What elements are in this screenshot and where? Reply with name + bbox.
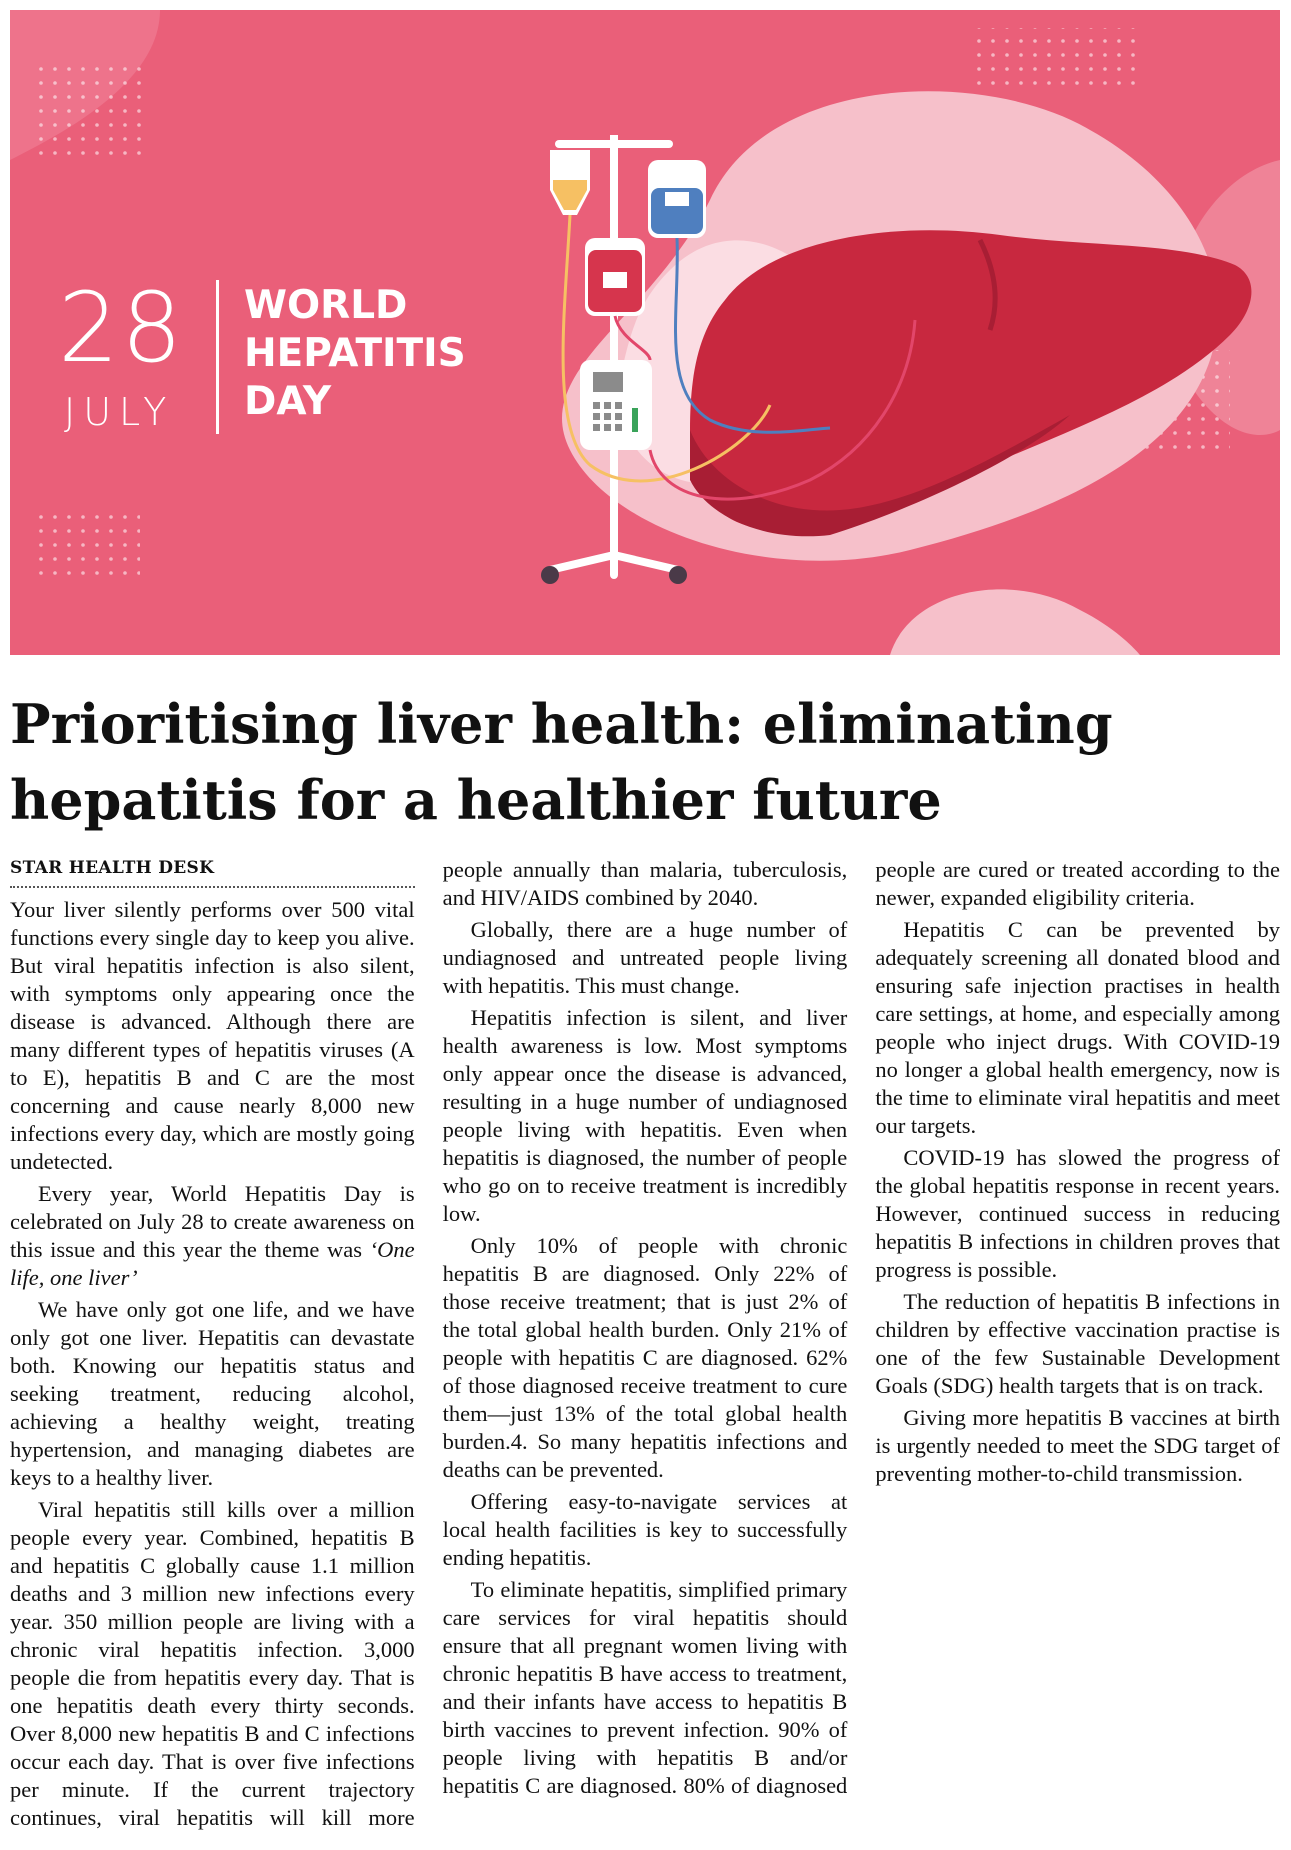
event-title-line: WORLD: [244, 283, 408, 328]
hero-banner: [10, 10, 1280, 655]
paragraph: COVID-19 has slowed the progress of the global hepatitis response in recent years. However, continued success in reducing hepatitis B infections in children proves that progress is possible.: [875, 1145, 1280, 1282]
paragraph: To eliminate hepatitis, simplified primary care services for viral hepatitis should ensure that all pregnant women living with chronic hepatitis B have access to treatment, and their infants have access to hepatitis B birth vaccines to prevent infection. 90% of people living with hepatitis B and/or hepatitis C are diagnosed. 80% of diagnosed people are cured or treated according to the newer, expanded eligibility criteria.: [442, 857, 1280, 1798]
paragraph-text: Every year, World Hepatitis Day is celebrated on July 28 to create awareness on this issue and this year the theme was: [10, 1181, 415, 1262]
paragraph: Only 10% of people with chronic hepatitis B are diagnosed. Only 22% of those receive treatment; that is just 2% of the total global health burden. Only 21% of people with hepatitis C are diagnosed. 62% of those diagnosed receive treatment to cure them—just 13% of the total global health burden.4. So many hepatitis infections and deaths can be prevented.: [442, 1233, 848, 1482]
paragraph: Hepatitis infection is silent, and liver health awareness is low. Most symptoms only appear once the disease is advanced, resulting in a huge number of undiagnosed people living with hepatitis. Even when hepatitis is diagnosed, the number of people who go on to receive treatment is incredibly low.: [442, 1005, 848, 1226]
paragraph: Giving more hepatitis B vaccines at birth is urgently needed to meet the SDG target of preventing mother-to-child transmission.: [875, 1405, 1280, 1486]
paragraph: [10, 1180, 415, 1292]
event-day-number: 28: [58, 272, 185, 384]
article-headline: Prioritising liver health: eliminating hepatitis for a healthier future: [10, 692, 1113, 832]
event-title-line: DAY: [244, 379, 332, 424]
event-date-block: [58, 272, 528, 450]
theme-quote: ‘One life, one liver’: [10, 1237, 415, 1290]
byline: STAR HEALTH DESK: [10, 856, 415, 888]
date-divider: [216, 280, 219, 434]
paragraph: Viral hepatitis still kills over a million people every year. Combined, hepatitis B and hepatitis C globally cause 1.1 million deaths and 3 million new infections every year. 350 million people are living with a chronic viral hepatitis infection. 3,000 people die from hepatitis every day. That is one hepatitis death every thirty seconds. Over 8,000 new hepatitis B and C infections occur each day. That is over five infections per minute. If the current trajectory continues, viral hepatitis will kill more people annually than malaria, tuberculosis, and HIV/AIDS combined by 2040.: [10, 857, 848, 1830]
paragraph: Globally, there are a huge number of undiagnosed and untreated people living with hepatitis. This must change.: [442, 917, 848, 998]
event-title: [244, 282, 466, 426]
event-title-line: HEPATITIS: [244, 331, 466, 376]
paragraph: Offering easy-to-navigate services at local health facilities is key to successfully ending hepatitis.: [442, 1489, 848, 1570]
paragraph: Hepatitis C can be prevented by adequately screening all donated blood and ensuring safe injection practises in health care settings, at home, and especially among people who inject drugs. With COVID-19 no longer a global health emergency, now is the time to eliminate viral hepatitis and meet our targets.: [875, 917, 1280, 1138]
article-body: [10, 856, 1280, 1841]
paragraph: Your liver silently performs over 500 vital functions every single day to keep you alive. But viral hepatitis infection is also silent, with symptoms only appearing once the disease is advanced. Although there are many different types of hepatitis viruses (A to E), hepatitis B and C are the most concerning and cause nearly 8,000 new infections every day, which are mostly going undetected.: [10, 897, 415, 1174]
paragraph: The reduction of hepatitis B infections in children by effective vaccination practise is one of the few Sustainable Development Goals (SDG) health targets that is on track.: [875, 1289, 1280, 1398]
paragraph: We have only got one life, and we have only got one liver. Hepatitis can devastate both. Knowing our hepatitis status and seeking treatment, reducing alcohol, achieving a healthy weight, treating hypertension, and managing diabetes are keys to a healthy liver.: [10, 1297, 415, 1490]
event-month: JULY: [64, 390, 175, 434]
